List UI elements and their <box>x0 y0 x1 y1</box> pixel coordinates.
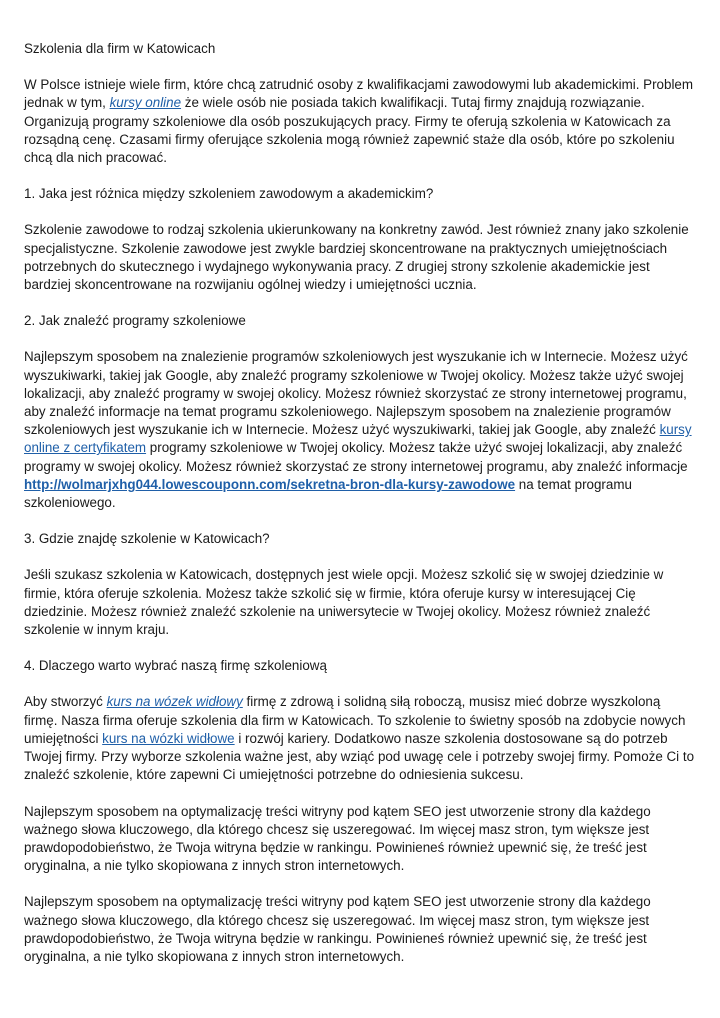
section-2-heading: 2. Jak znaleźć programy szkoleniowe <box>24 313 246 329</box>
url-link[interactable]: http://wolmarjxhg044.lowescouponn.com/sekretna-bron-dla-kursy-zawodowe <box>24 476 516 492</box>
document-title: Szkolenia dla firm w Katowicach <box>24 41 216 56</box>
section-4-text-3: i rozwój kariery. Dodatkowo nasze szkolenia dostosowane są do potrzeb Twojej firmy. Przy wyborze szkolenia ważne jest, aby wziąć pod uwagę cele i potrzeby swojej firmy. Pomoże Ci to znaleźć szkolenie, które zapewni Ci umiejętności potrzebne do odniesienia sukcesu. <box>24 730 695 783</box>
section-2-text-2: programy szkoleniowe w Twojej okolicy. Możesz także użyć swojej lokalizacji, aby znaleźć programy w swojej okolicy. Możesz również skorzystać ze strony internetowej programu, aby znaleźć informacje <box>24 440 688 474</box>
kursy-online-z-certyfikatem-link[interactable]: kursy online z certyfikatem <box>24 422 692 456</box>
intro-paragraph <box>24 76 696 167</box>
section-4-body <box>24 693 696 784</box>
section-4-text-2: firmę z zdrową i solidną siłą roboczą, musisz mieć dobrze wyszkoloną firmę. Nasza firma oferuje szkolenia dla firm w Katowicach. To szkolenie to świetny sposób na zdobycie nowych umiejętności <box>24 694 686 746</box>
section-1-body: Szkolenie zawodowe to rodzaj szkolenia ukierunkowany na konkretny zawód. Jest również znany jako szkolenie specjalistyczne. Szkolenie zawodowe jest zwykle bardziej skoncentrowane na praktycznych umiejętnościach potrzebnych do skutecznego i wydajnego wykonywania pracy. Z drugiej strony szkolenie akademickie jest bardziej skoncentrowane na rozwijaniu ogólnej wiedzy i umiejętności ucznia. <box>24 222 689 293</box>
section-4-text-1: Aby stworzyć <box>24 694 107 710</box>
kurs-na-wozki-widlowe-link[interactable]: kurs na wózki widłowe <box>102 730 235 746</box>
section-1-heading: 1. Jaka jest różnica między szkoleniem zawodowym a akademickim? <box>24 186 434 202</box>
seo-paragraph-1: Najlepszym sposobem na optymalizację treści witryny pod kątem SEO jest utworzenie strony dla każdego ważnego słowa kluczowego, dla którego chcesz się uszeregować. Im więcej masz stron, tym większe jest prawdopodobieństwo, że Twoja witryna będzie w rankingu. Powinieneś również upewnić się, że treść jest oryginalna, a nie tylko skopiowana z innych stron internetowych. <box>24 803 651 874</box>
section-3-heading: 3. Gdzie znajdę szkolenie w Katowicach? <box>24 531 270 547</box>
seo-paragraph-2: Najlepszym sposobem na optymalizację treści witryny pod kątem SEO jest utworzenie strony dla każdego ważnego słowa kluczowego, dla którego chcesz się uszeregować. Im więcej masz stron, tym większe jest prawdopodobieństwo, że Twoja witryna będzie w rankingu. Powinieneś również upewnić się, że treść jest oryginalna, a nie tylko skopiowana z innych stron internetowych. <box>24 894 651 964</box>
intro-text-1: W Polsce istnieje wiele firm, które chcą zatrudnić osoby z kwalifikacjami zawodowymi lub akademickimi. Problem jednak w tym, <box>24 77 694 111</box>
kurs-na-wozek-widlowy-link[interactable]: kurs na wózek widłowy <box>106 694 243 710</box>
section-2-text-1: Najlepszym sposobem na znalezienie programów szkoleniowych jest wyszukanie ich w Internecie. Możesz użyć wyszukiwarki, takiej jak Google, aby znaleźć programy szkoleniowe w Twojej okolicy. Możesz także użyć swojej lokalizacji, aby znaleźć programy w swojej okolicy. Możesz również skorzystać ze strony internetowej programu, aby znaleźć informacje na temat programu szkoleniowego. Najlepszym sposobem na znalezienie programów szkoleniowych jest wyszukanie ich w Internecie. Możesz użyć wyszukiwarki, takiej jak Google, aby znaleźć <box>24 349 688 438</box>
intro-text-2: że wiele osób nie posiada takich kwalifikacji. Tutaj firmy znajdują rozwiązanie. Organizują programy szkoleniowe dla osób poszukujących pracy. Firmy te oferują szkolenia w Katowicach za rozsądną cenę. Czasami firmy oferujące szkolenia mogą również zapewnić staże dla osób, które po szkoleniu chcą dla nich pracować. <box>24 95 675 166</box>
section-4-heading: 4. Dlaczego warto wybrać naszą firmę szkoleniową <box>24 658 327 674</box>
kursy-online-link[interactable]: kursy online <box>109 95 182 111</box>
section-2-body <box>24 348 696 512</box>
section-3-body: Jeśli szukasz szkolenia w Katowicach, dostępnych jest wiele opcji. Możesz szkolić się w swojej dziedzinie w firmie, która oferuje szkolenia. Możesz także szkolić się w firmie, która oferuje kursy w interesującej Cię dziedzinie. Możesz również znaleźć szkolenie na uniwersytecie w Twojej okolicy. Możesz również znaleźć szkolenie w innym kraju. <box>24 567 664 638</box>
section-2-text-3: na temat programu szkoleniowego. <box>24 476 632 511</box>
